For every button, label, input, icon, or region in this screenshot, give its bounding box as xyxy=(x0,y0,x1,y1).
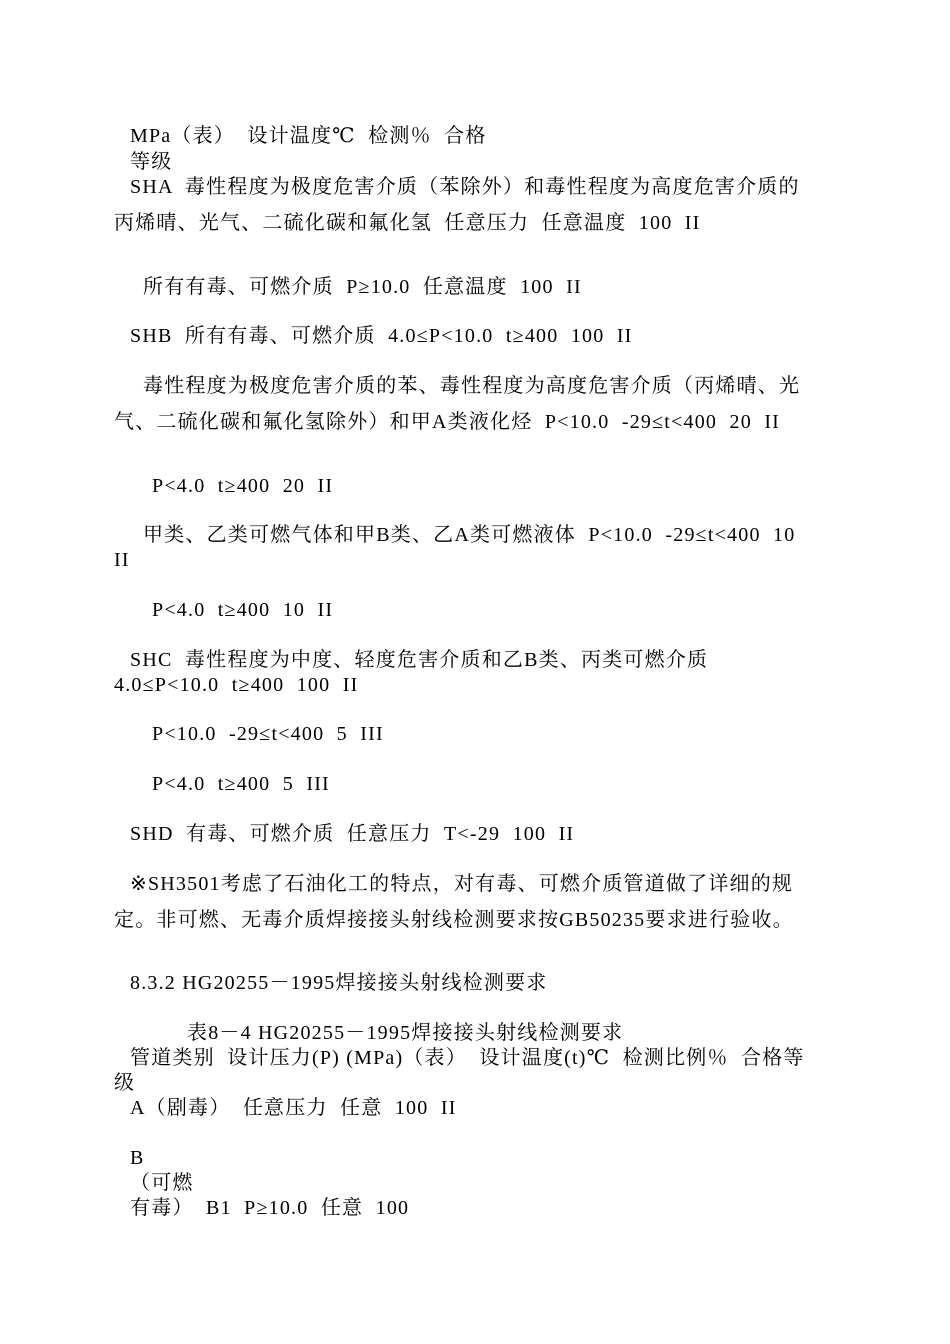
text-line: P<10.0 -29≤t<400 5 III xyxy=(152,723,384,745)
text-line: P<4.0 t≥400 10 II xyxy=(152,599,334,621)
section-heading: 8.3.2 HG20255－1995焊接接头射线检测要求 xyxy=(130,972,548,994)
text-line: P<4.0 t≥400 5 III xyxy=(152,773,330,795)
table-header-row: 级 xyxy=(114,1072,136,1094)
text-line: 甲类、乙类可燃气体和甲B类、乙A类可燃液体 P<10.0 -29≤t<400 10 xyxy=(143,524,796,546)
table-caption: 表8－4 HG20255－1995焊接接头射线检测要求 xyxy=(187,1022,624,1044)
table-row: （可燃 xyxy=(130,1172,194,1194)
text-line: 丙烯晴、光气、二硫化碳和氟化氢 任意压力 任意温度 100 II xyxy=(114,212,701,234)
table-row: 有毒） B1 P≥10.0 任意 100 xyxy=(130,1197,410,1219)
text-line: 毒性程度为极度危害介质的苯、毒性程度为高度危害介质（丙烯晴、光 xyxy=(143,375,801,397)
text-line: SHB 所有有毒、可燃介质 4.0≤P<10.0 t≥400 100 II xyxy=(130,325,633,347)
text-line: 气、二硫化碳和氟化氢除外）和甲A类液化烃 P<10.0 -29≤t<400 20 II xyxy=(114,411,781,433)
text-line: 定。非可燃、无毒介质焊接接头射线检测要求按GB50235要求进行验收。 xyxy=(114,909,794,931)
text-line: P<4.0 t≥400 20 II xyxy=(152,475,334,497)
table-header-row: 管道类别 设计压力(P) (MPa)（表） 设计温度(t)℃ 检测比例％ 合格等 xyxy=(130,1047,805,1069)
table-row: A（剧毒） 任意压力 任意 100 II xyxy=(130,1097,457,1119)
text-line: ※SH3501考虑了石油化工的特点，对有毒、可燃介质管道做了详细的规 xyxy=(130,873,794,895)
text-line: SHA 毒性程度为极度危害介质（苯除外）和毒性程度为高度危害介质的 xyxy=(130,176,800,198)
text-line: SHD 有毒、可燃介质 任意压力 T<-29 100 II xyxy=(130,823,575,845)
text-line: 等级 xyxy=(130,151,173,173)
text-line: 所有有毒、可燃介质 P≥10.0 任意温度 100 II xyxy=(143,276,582,298)
text-line: MPa（表） 设计温度℃ 检测％ 合格 xyxy=(130,125,487,147)
text-line: 4.0≤P<10.0 t≥400 100 II xyxy=(114,674,359,696)
table-row: B xyxy=(130,1147,145,1169)
text-line: II xyxy=(114,549,130,571)
text-line: SHC 毒性程度为中度、轻度危害介质和乙B类、丙类可燃介质 xyxy=(130,649,709,671)
